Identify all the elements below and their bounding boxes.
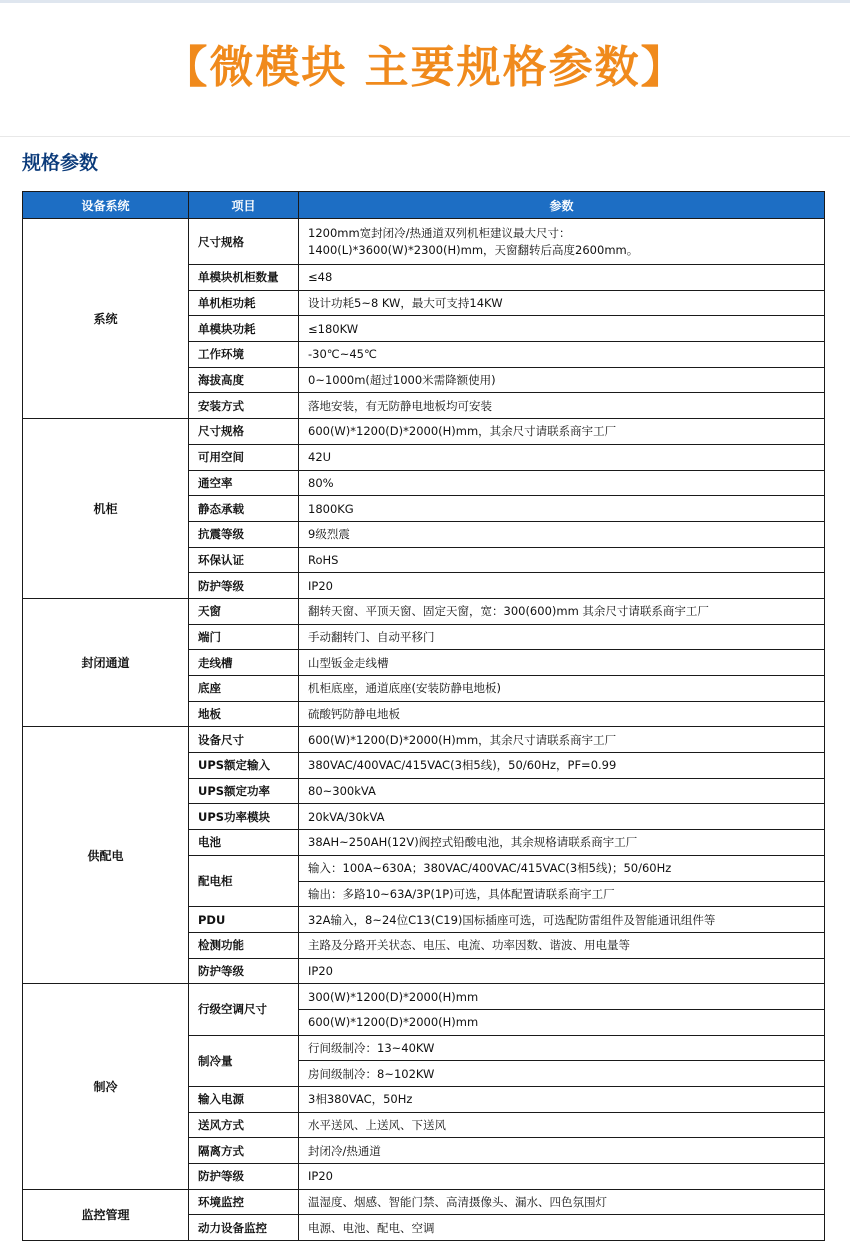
item-cell: 环保认证	[189, 547, 299, 573]
item-cell: 通空率	[189, 470, 299, 496]
item-cell: PDU	[189, 907, 299, 933]
param-cell: 0~1000m(超过1000米需降额使用)	[299, 367, 825, 393]
param-cell: 600(W)*1200(D)*2000(H)mm	[299, 1009, 825, 1035]
item-cell: 底座	[189, 676, 299, 702]
param-cell: 行间级制冷：13~40KW	[299, 1035, 825, 1061]
param-cell: 输入：100A~630A；380VAC/400VAC/415VAC(3相5线)；50/60Hz	[299, 855, 825, 881]
param-cell: 输出：多路10~63A/3P(1P)可选，具体配置请联系商宇工厂	[299, 881, 825, 907]
param-cell: 硫酸钙防静电地板	[299, 701, 825, 727]
item-cell: 隔离方式	[189, 1138, 299, 1164]
param-cell: 32A输入，8~24位C13(C19)国标插座可选，可选配防雷组件及智能通讯组件等	[299, 907, 825, 933]
param-cell: 20kVA/30kVA	[299, 804, 825, 830]
item-cell: 走线槽	[189, 650, 299, 676]
table-row	[23, 1189, 825, 1215]
param-cell: 9级烈震	[299, 521, 825, 547]
item-cell: 检测功能	[189, 932, 299, 958]
item-cell: 尺寸规格	[189, 419, 299, 445]
param-cell: IP20	[299, 1164, 825, 1190]
item-cell: 制冷量	[189, 1035, 299, 1086]
item-cell: UPS额定输入	[189, 753, 299, 779]
param-cell: 手动翻转门、自动平移门	[299, 624, 825, 650]
param-cell: 水平送风、上送风、下送风	[299, 1112, 825, 1138]
item-cell: 送风方式	[189, 1112, 299, 1138]
param-cell: IP20	[299, 958, 825, 984]
table-header-row	[23, 192, 825, 219]
item-cell: 输入电源	[189, 1087, 299, 1113]
item-cell: 工作环境	[189, 342, 299, 368]
item-cell: 端门	[189, 624, 299, 650]
item-cell: 单模块功耗	[189, 316, 299, 342]
param-cell: 80~300kVA	[299, 778, 825, 804]
param-cell: 机柜底座，通道底座(安装防静电地板)	[299, 676, 825, 702]
item-cell: 安装方式	[189, 393, 299, 419]
system-cell: 监控管理	[23, 1189, 189, 1240]
item-cell: 尺寸规格	[189, 219, 299, 265]
spec-table	[22, 191, 825, 1241]
param-cell: 600(W)*1200(D)*2000(H)mm，其余尺寸请联系商宇工厂	[299, 419, 825, 445]
item-cell: 电池	[189, 830, 299, 856]
param-cell: 主路及分路开关状态、电压、电流、功率因数、谐波、用电量等	[299, 932, 825, 958]
item-cell: 设备尺寸	[189, 727, 299, 753]
param-cell	[299, 219, 825, 265]
item-cell: 环境监控	[189, 1189, 299, 1215]
param-line: 1200mm宽封闭冷/热通道双列机柜建议最大尺寸：	[308, 225, 571, 240]
item-cell: 单机柜功耗	[189, 290, 299, 316]
param-cell: 设计功耗5~8 KW，最大可支持14KW	[299, 290, 825, 316]
system-cell: 机柜	[23, 419, 189, 599]
system-cell: 制冷	[23, 984, 189, 1190]
header-item: 项目	[189, 192, 299, 219]
item-cell: UPS功率模块	[189, 804, 299, 830]
title-divider	[0, 136, 850, 137]
item-cell: 抗震等级	[189, 521, 299, 547]
item-cell: 防护等级	[189, 958, 299, 984]
system-cell: 封闭通道	[23, 598, 189, 726]
system-cell: 供配电	[23, 727, 189, 984]
header-param: 参数	[299, 192, 825, 219]
item-cell: 可用空间	[189, 444, 299, 470]
item-cell: 单模块机柜数量	[189, 265, 299, 291]
param-cell: IP20	[299, 573, 825, 599]
item-cell: 防护等级	[189, 1164, 299, 1190]
item-cell: 静态承载	[189, 496, 299, 522]
table-row	[23, 984, 825, 1010]
param-line: 1400(L)*3600(W)*2300(H)mm，天窗翻转后高度2600mm。	[308, 242, 639, 257]
item-cell: 行级空调尺寸	[189, 984, 299, 1035]
param-cell: 3相380VAC，50Hz	[299, 1087, 825, 1113]
param-cell: 80%	[299, 470, 825, 496]
param-cell: 600(W)*1200(D)*2000(H)mm，其余尺寸请联系商宇工厂	[299, 727, 825, 753]
top-border-line	[0, 0, 850, 3]
system-cell: 系统	[23, 219, 189, 419]
section-title: 规格参数	[22, 152, 99, 174]
param-cell: 温湿度、烟感、智能门禁、高清摄像头、漏水、四色氛围灯	[299, 1189, 825, 1215]
param-cell: 落地安装，有无防静电地板均可安装	[299, 393, 825, 419]
param-cell: 封闭冷/热通道	[299, 1138, 825, 1164]
item-cell: UPS额定功率	[189, 778, 299, 804]
param-cell: 1800KG	[299, 496, 825, 522]
item-cell: 防护等级	[189, 573, 299, 599]
item-cell: 地板	[189, 701, 299, 727]
item-cell: 配电柜	[189, 855, 299, 906]
param-cell: 300(W)*1200(D)*2000(H)mm	[299, 984, 825, 1010]
page-title: 【微模块 主要规格参数】	[163, 42, 687, 93]
param-cell: 42U	[299, 444, 825, 470]
param-cell: 38AH~250AH(12V)阀控式铅酸电池，其余规格请联系商宇工厂	[299, 830, 825, 856]
param-cell: 山型钣金走线槽	[299, 650, 825, 676]
param-cell: 房间级制冷：8~102KW	[299, 1061, 825, 1087]
param-cell: 翻转天窗、平顶天窗、固定天窗，宽：300(600)mm 其余尺寸请联系商宇工厂	[299, 598, 825, 624]
param-cell: RoHS	[299, 547, 825, 573]
item-cell: 动力设备监控	[189, 1215, 299, 1241]
table-row	[23, 598, 825, 624]
table-row	[23, 727, 825, 753]
param-cell: ≤48	[299, 265, 825, 291]
item-cell: 天窗	[189, 598, 299, 624]
param-cell: -30℃~45℃	[299, 342, 825, 368]
table-row	[23, 219, 825, 265]
header-system: 设备系统	[23, 192, 189, 219]
param-cell: ≤180KW	[299, 316, 825, 342]
table-row	[23, 419, 825, 445]
param-cell: 380VAC/400VAC/415VAC(3相5线)，50/60Hz，PF=0.99	[299, 753, 825, 779]
param-cell: 电源、电池、配电、空调	[299, 1215, 825, 1241]
item-cell: 海拔高度	[189, 367, 299, 393]
